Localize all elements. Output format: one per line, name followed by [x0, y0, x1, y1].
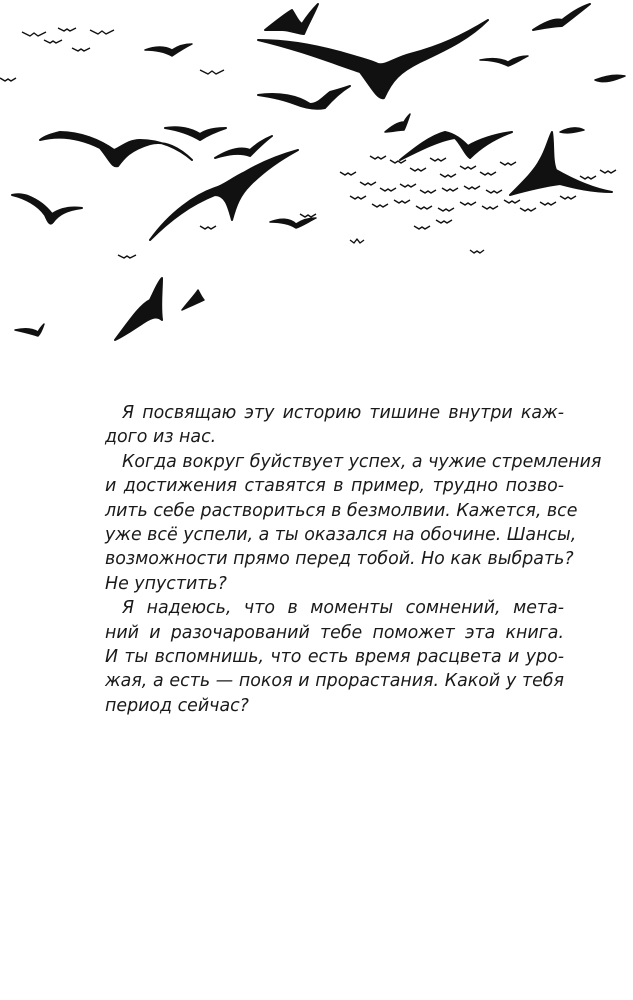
text-line: уже всё успели, а ты оказался на обочине. Шансы, [105, 525, 577, 546]
dedication-text [87, 401, 602, 718]
dedication-paragraph-3 [87, 596, 564, 718]
text-line: жая, а есть — покоя и прорастания. Какой у тебя [105, 671, 564, 692]
text-line: Я надеюсь, что в моменты сомнений, мета- [122, 598, 564, 619]
text-line: лить себе раствориться в безмолвии. Кажется, все [105, 500, 578, 521]
text-line: Я посвящаю эту историю тишине внутри каж- [122, 403, 564, 423]
text-line: период сейчас? [105, 695, 249, 716]
dedication-paragraph-2 [87, 450, 602, 596]
text-line: возможности прямо перед тобой. Но как выбрать? [105, 549, 574, 570]
text-line: И ты вспомнишь, что есть время расцвета и уро- [105, 647, 564, 668]
text-line: дого из нас. [105, 427, 217, 448]
text-line: и достижения ставятся в пример, трудно позво- [105, 476, 564, 497]
dedication-paragraph-1 [87, 401, 564, 450]
flock-of-birds-icon [0, 0, 633, 360]
text-line: Не упустить? [105, 573, 227, 594]
text-line: Когда вокруг буйствует успех, а чужие стремления [122, 451, 602, 472]
text-line: ний и разочарований тебе поможет эта книга. [105, 622, 564, 643]
